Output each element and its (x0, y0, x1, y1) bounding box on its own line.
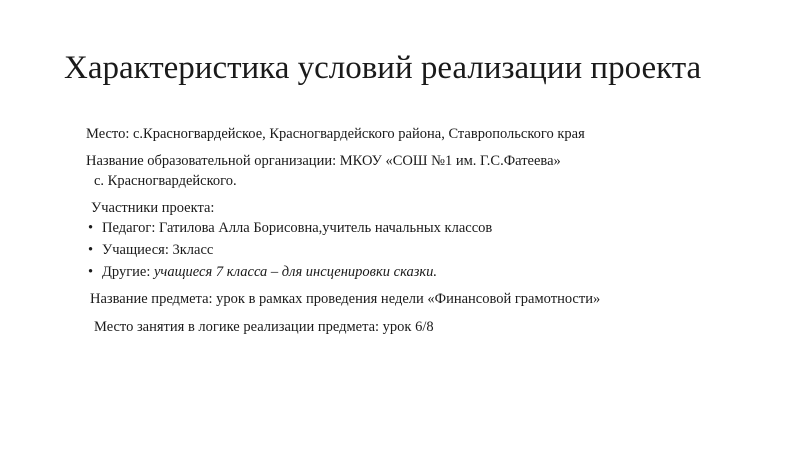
slide-title: Характеристика условий реализации проекта (64, 50, 702, 86)
participant-label: Педагог: (102, 220, 159, 236)
participant-students (88, 241, 213, 259)
participants-heading: Участники проекта: (91, 200, 215, 216)
participant-label: Учащиеся: (102, 242, 173, 258)
subject-text: Название предмета: урок в рамках проведения недели «Финансовой грамотности» (90, 291, 601, 307)
bullet-icon: • (88, 220, 94, 236)
place-text: Место: с.Красногвардейское, Красногвардейского района, Ставропольского края (86, 126, 585, 142)
bullet-icon: • (88, 242, 94, 258)
participant-value: Гатилова Алла Борисовна,учитель начальных классов (158, 220, 493, 236)
participant-value: 3класс (172, 242, 214, 258)
bullet-icon: • (88, 264, 94, 280)
participant-value: учащиеся 7 класса – для инсценировки сказки. (154, 264, 438, 280)
organization-locality-text: с. Красногвардейского. (94, 173, 237, 189)
organization-text: Название образовательной организации: МКОУ «СОШ №1 им. Г.С.Фатеева» (86, 153, 561, 169)
lesson-place-text: Место занятия в логике реализации предмета: урок 6/8 (94, 319, 434, 335)
participant-others (88, 263, 437, 281)
participant-label: Другие: (102, 264, 154, 280)
participant-teacher (88, 219, 492, 237)
